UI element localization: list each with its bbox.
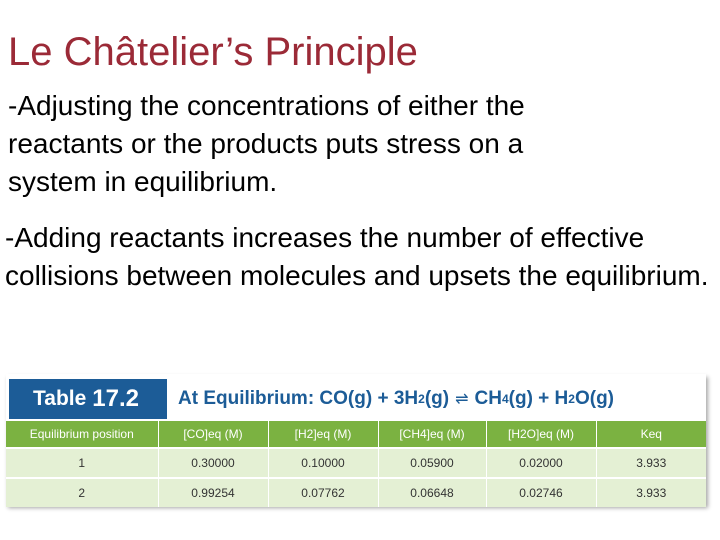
column-header: [CH4]eq (M) [378,421,486,448]
equation-suffix: O(g) [574,388,615,409]
table-cell: 0.99254 [158,478,268,507]
table-cell: 0.30000 [158,448,268,478]
equilibrium-arrow-icon: ⇌ [455,391,469,408]
table-cell: 3.933 [596,478,706,507]
table-label-word: Table [33,387,87,410]
table-cell: 2 [6,478,158,507]
table-cell: 0.10000 [268,448,378,478]
column-header: Keq [596,421,706,448]
column-header: Equilibrium position [6,421,158,448]
equation-sub-h2: 2 [418,392,425,406]
data-grid [6,421,706,507]
column-header: [H2]eq (M) [268,421,378,448]
table-cell: 0.07762 [268,478,378,507]
paragraph-adding-reactants: -Adding reactants increases the number of effective collisions between molecules and upsets the equilibrium. [5,222,709,291]
equation-part-g1: (g) [424,388,450,409]
table-heading-bar [6,374,706,421]
table-cell: 0.02746 [486,478,596,507]
equation-sub-h2o: 2 [568,392,575,406]
table-cell: 1 [6,448,158,478]
equilibrium-table [6,374,706,505]
column-header: [CO]eq (M) [158,421,268,448]
table-cell: 0.06648 [378,478,486,507]
table-cell: 0.05900 [378,448,486,478]
table-number: 17.2 [92,385,140,412]
equilibrium-equation [178,379,614,419]
table-cell: 0.02000 [486,448,596,478]
paragraph-adjusting-concentrations: -Adjusting the concentrations of either the reactants or the products puts stress on a system in equilibrium. [8,90,525,197]
column-header: [H2O]eq (M) [486,421,596,448]
equation-prefix: At Equilibrium: CO(g) + 3H [178,388,419,409]
table-row [6,478,706,507]
equation-sub-ch4: 4 [501,392,509,406]
table-cell: 3.933 [596,448,706,478]
equation-part-ch: CH [474,388,502,409]
table-header-row [6,421,706,448]
table-label [9,379,167,419]
equation-part-h: (g) + H [508,388,569,409]
table-row [6,448,706,478]
slide-title: Le Châtelier’s Principle [8,30,418,74]
